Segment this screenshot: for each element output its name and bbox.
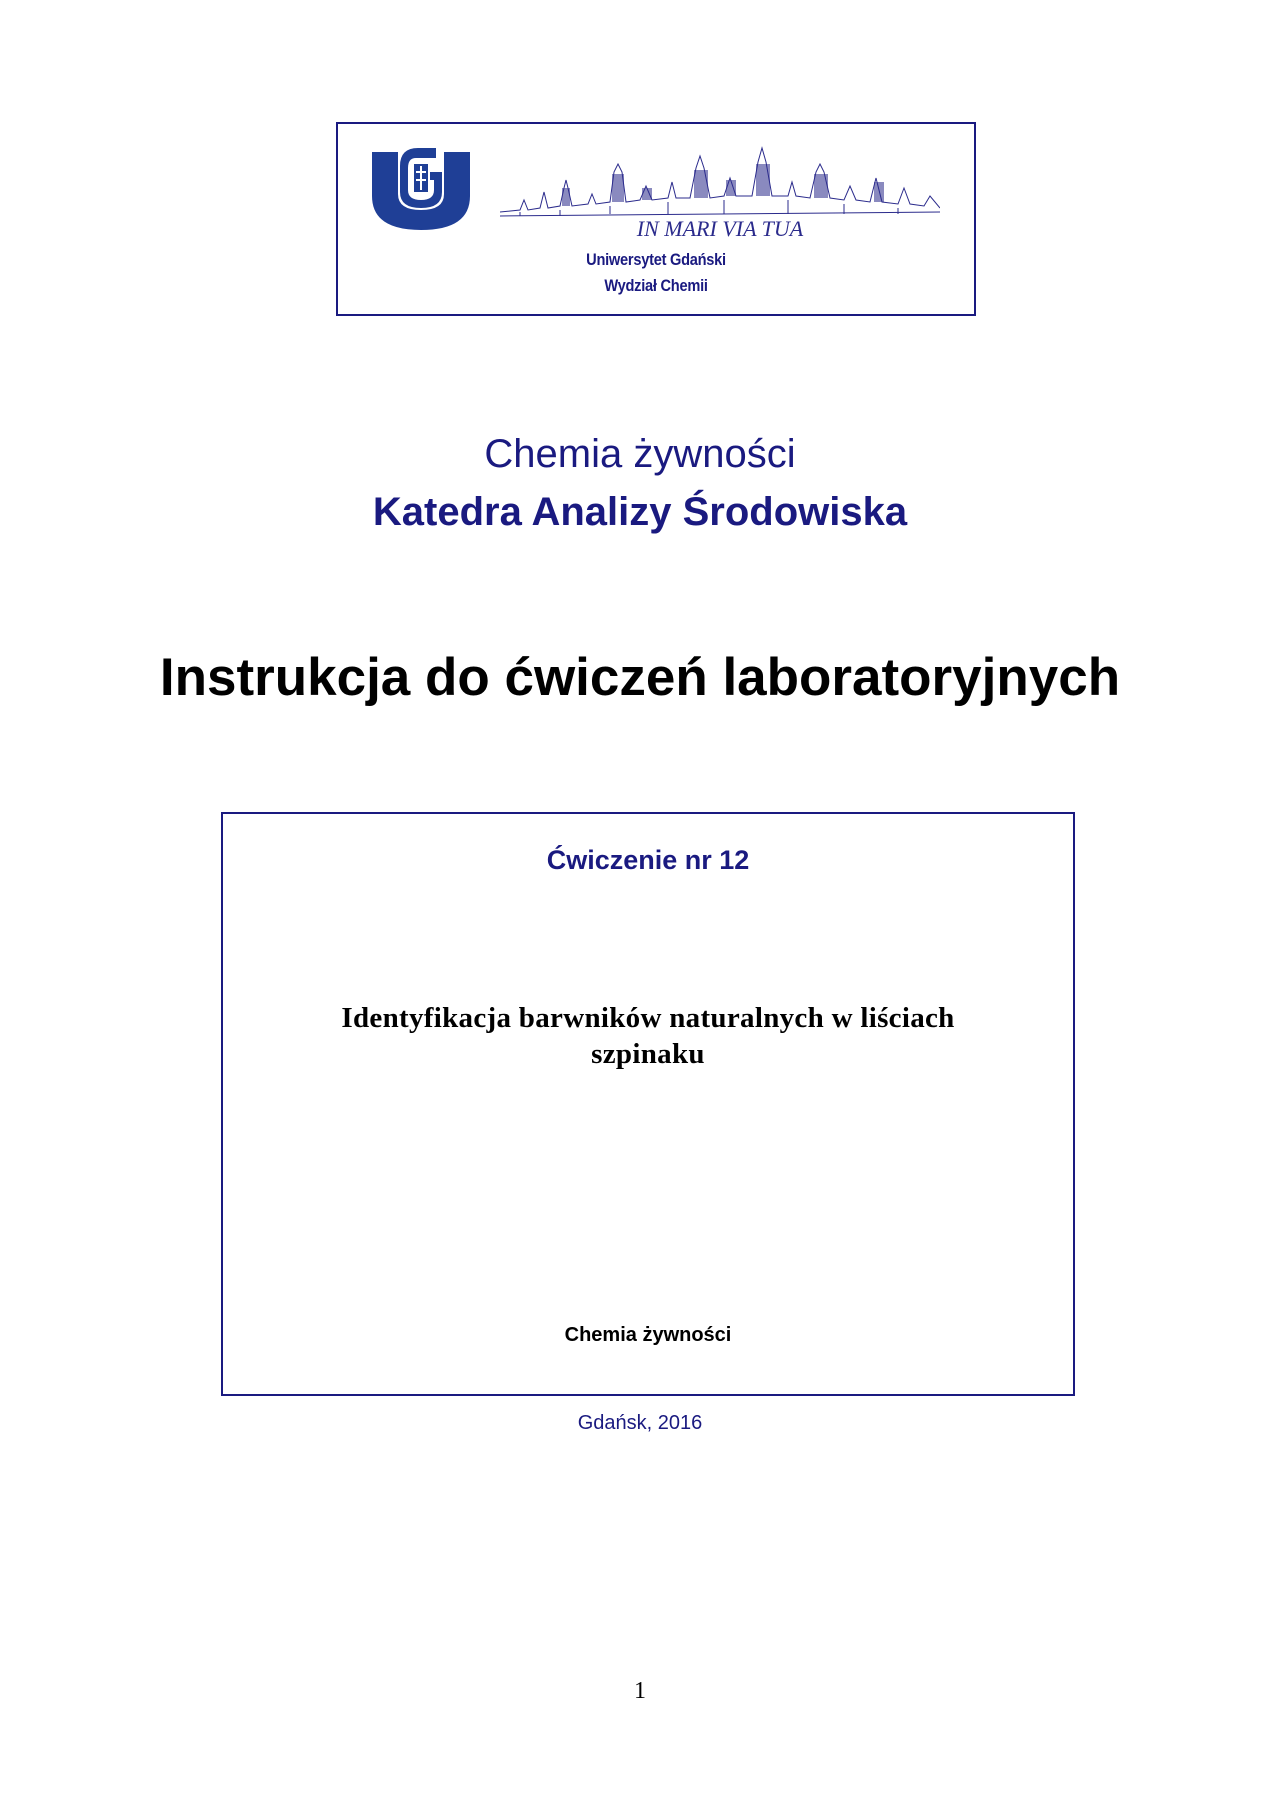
- exercise-title-line-1: Identyfikacja barwników naturalnych w liściach: [341, 1002, 955, 1034]
- exercise-title: [283, 1000, 1013, 1072]
- course-name: Chemia żywności: [484, 432, 796, 476]
- university-logo-icon: [368, 144, 474, 232]
- place-date: Gdańsk, 2016: [577, 1412, 703, 1434]
- exercise-number: Ćwiczenie nr 12: [546, 845, 750, 875]
- exercise-subject: Chemia żywności: [564, 1324, 732, 1346]
- motto-text: IN MARI VIA TUA: [636, 216, 804, 241]
- department-name: Katedra Analizy Środowiska: [372, 490, 908, 534]
- gdansk-skyline-image: [500, 142, 940, 242]
- exercise-title-line-2: szpinaku: [591, 1038, 705, 1070]
- page-number: 1: [634, 1678, 646, 1704]
- page-title: Instrukcja do ćwiczeń laboratoryjnych: [159, 648, 1121, 707]
- faculty-name: Wydział Chemii: [604, 276, 708, 295]
- university-name: Uniwersytet Gdański: [586, 250, 726, 269]
- exercise-box: [221, 812, 1075, 1396]
- university-header-box: [336, 122, 976, 316]
